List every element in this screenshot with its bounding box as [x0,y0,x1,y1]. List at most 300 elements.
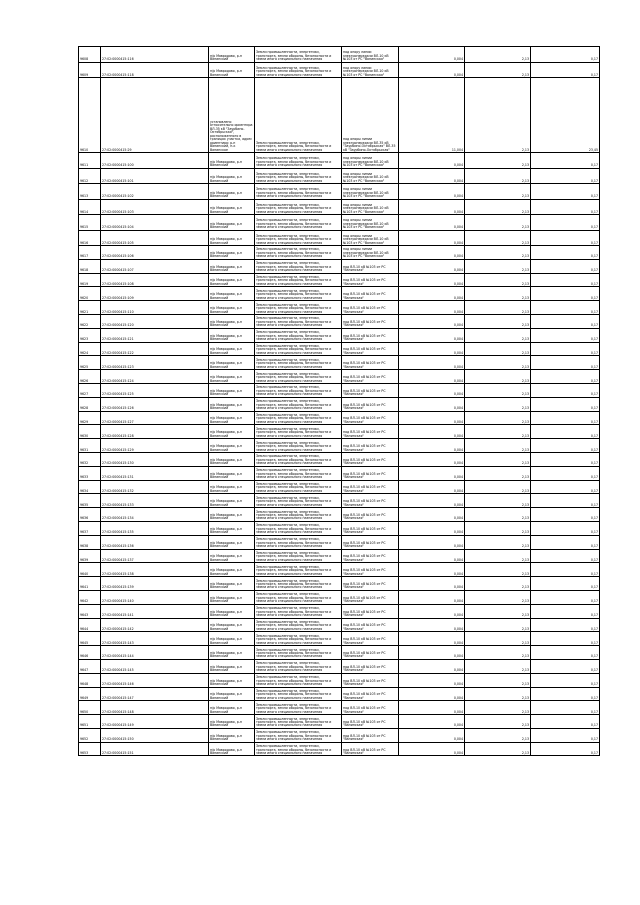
cadastral-number: 27:02:0000415:103 [101,199,209,215]
area-value: 0,004 [399,701,465,715]
row-number: 9616 [79,230,101,246]
table-row [79,659,600,673]
amount-value: 0,17 [531,604,600,618]
land-plot-register-sheet [78,46,599,756]
area-value: 0,004 [399,659,465,673]
rate-value: 2,13 [465,342,531,356]
location: п/р Мавродово, р-н Ванинский [209,632,255,646]
row-number: 9609 [79,62,101,78]
permitted-use: под ВЛ-10 кВ №103 от РС "Ванинская" [342,590,399,604]
amount-value: 0,17 [531,563,600,577]
amount-value: 0,17 [531,439,600,453]
amount-value: 0,17 [531,259,600,273]
cadastral-number: 27:02:0000415:125 [101,383,209,397]
table-row [79,153,600,169]
table-row [79,632,600,646]
permitted-use: под ВЛ-10 кВ №103 от РС "Ванинская" [342,646,399,660]
row-number: 9650 [79,701,101,715]
permitted-use: под ВЛ-10 кВ №103 от РС "Ванинская" [342,563,399,577]
cadastral-number: 27:02:0000415:135 [101,521,209,535]
cadastral-number: 27:02:0000415:106 [101,246,209,260]
land-category: Земли промышленности, энергетики, транспорта, земли обороны, безопасности и земли иного специального назначения [255,632,342,646]
area-value: 0,004 [399,153,465,169]
amount-value: 0,17 [531,577,600,591]
rate-value: 2,13 [465,168,531,184]
permitted-use: под ВЛ-10 кВ №103 от РС "Ванинская" [342,632,399,646]
amount-value: 0,17 [531,397,600,411]
rate-value: 2,13 [465,184,531,200]
permitted-use: под ВЛ-10 кВ №103 от РС "Ванинская" [342,356,399,370]
rate-value: 2,13 [465,549,531,563]
area-value: 0,004 [399,480,465,494]
cadastral-number: 27:02:0000415:150 [101,728,209,742]
amount-value: 0,17 [531,701,600,715]
land-category: Земли промышленности, энергетики, транспорта, земли обороны, безопасности и земли иного специального назначения [255,535,342,549]
location: п/р Мавродово, р-н Ванинский [209,728,255,742]
land-category: Земли промышленности, энергетики, транспорта, земли обороны, безопасности и земли иного специального назначения [255,521,342,535]
row-number: 9643 [79,604,101,618]
location: п/р Мавродово, р-н Ванинский [209,701,255,715]
location: п/р Мавродово, р-н Ванинский [209,199,255,215]
table-row [79,604,600,618]
land-category: Земли промышленности, энергетики, транспорта, земли обороны, безопасности и земли иного специального назначения [255,184,342,200]
table-row [79,425,600,439]
table-row [79,301,600,315]
area-value: 0,004 [399,184,465,200]
row-number: 9623 [79,328,101,342]
location: п/р Мавродово, р-н Ванинский [209,687,255,701]
table-row [79,47,600,63]
rate-value: 2,13 [465,590,531,604]
land-category: Земли промышленности, энергетики, транспорта, земли обороны, безопасности и земли иного специального назначения [255,342,342,356]
table-row [79,230,600,246]
row-number: 9649 [79,687,101,701]
land-category: Земли промышленности, энергетики, транспорта, земли обороны, безопасности и земли иного специального назначения [255,199,342,215]
amount-value: 0,17 [531,411,600,425]
land-category: Земли промышленности, энергетики, транспорта, земли обороны, безопасности и земли иного специального назначения [255,62,342,78]
row-number: 9633 [79,466,101,480]
area-value: 0,004 [399,549,465,563]
amount-value: 0,17 [531,590,600,604]
cadastral-number: 27:02:0000415:143 [101,632,209,646]
table-row [79,715,600,729]
land-category: Земли промышленности, энергетики, транспорта, земли обороны, безопасности и земли иного специального назначения [255,701,342,715]
amount-value: 0,17 [531,452,600,466]
row-number: 9618 [79,259,101,273]
permitted-use: под опоры линии электропередачи ВЛ-10 кВ №103 от РС "Ванинская" [342,153,399,169]
cadastral-number: 27:02:0000415:141 [101,604,209,618]
table-row [79,342,600,356]
area-value: 0,004 [399,687,465,701]
land-category: Земли промышленности, энергетики, транспорта, земли обороны, безопасности и земли иного специального назначения [255,728,342,742]
area-value: 0,004 [399,466,465,480]
row-number: 9634 [79,480,101,494]
land-category: Земли промышленности, энергетики, транспорта, земли обороны, безопасности и земли иного специального назначения [255,78,342,153]
rate-value: 2,13 [465,246,531,260]
location: п/р Мавродово, р-н Ванинский [209,397,255,411]
cadastral-number: 27:02:0000415:136 [101,535,209,549]
amount-value: 0,17 [531,618,600,632]
rate-value: 2,13 [465,701,531,715]
cadastral-number: 27:02:0000415:149 [101,715,209,729]
table-row [79,618,600,632]
area-value: 11,004 [399,78,465,153]
permitted-use: под ВЛ-10 кВ №103 от РС "Ванинская" [342,439,399,453]
area-value: 0,004 [399,425,465,439]
cadastral-number: 27:02:0000415:140 [101,590,209,604]
area-value: 0,004 [399,577,465,591]
table-row [79,370,600,384]
location: п/р Мавродово, р-н Ванинский [209,168,255,184]
amount-value: 0,17 [531,370,600,384]
permitted-use: под ВЛ-10 кВ №103 от РС "Ванинская" [342,383,399,397]
permitted-use: под опоры линии электропередачи ВЛ-35 кВ "Заурбино-Октябрьская" ВЛ-35 кВ "Заурбино-Октябрьская" [342,78,399,153]
land-category: Земли промышленности, энергетики, транспорта, земли обороны, безопасности и земли иного специального назначения [255,563,342,577]
cadastral-number: 27:02:0000415:100 [101,153,209,169]
location: п/р Мавродово, р-н Ванинский [209,742,255,756]
rate-value: 2,13 [465,659,531,673]
permitted-use: под ВЛ-10 кВ №103 от РС "Ванинская" [342,687,399,701]
land-category: Земли промышленности, энергетики, транспорта, земли обороны, безопасности и земли иного специального назначения [255,287,342,301]
permitted-use: под ВЛ-10 кВ №103 от РС "Ванинская" [342,287,399,301]
rate-value: 2,13 [465,715,531,729]
land-category: Земли промышленности, энергетики, транспорта, земли обороны, безопасности и земли иного специального назначения [255,659,342,673]
cadastral-number: 27:02:0000415:126 [101,397,209,411]
location: п/р Мавродово, р-н Ванинский [209,328,255,342]
land-category: Земли промышленности, энергетики, транспорта, земли обороны, безопасности и земли иного специального назначения [255,273,342,287]
amount-value: 0,17 [531,508,600,522]
amount-value: 0,17 [531,47,600,63]
amount-value: 0,17 [531,273,600,287]
permitted-use: под ВЛ-10 кВ №103 от РС "Ванинская" [342,521,399,535]
cadastral-number: 27:02:0000415:122 [101,342,209,356]
land-category: Земли промышленности, энергетики, транспорта, земли обороны, безопасности и земли иного специального назначения [255,397,342,411]
land-category: Земли промышленности, энергетики, транспорта, земли обороны, безопасности и земли иного специального назначения [255,466,342,480]
table-row [79,480,600,494]
land-category: Земли промышленности, энергетики, транспорта, земли обороны, безопасности и земли иного специального назначения [255,246,342,260]
rate-value: 2,13 [465,687,531,701]
permitted-use: под опоры линии электропередачи ВЛ-10 кВ №103 от РС "Ванинская" [342,168,399,184]
permitted-use: под ВЛ-10 кВ №103 от РС "Ванинская" [342,535,399,549]
cadastral-number: 27:02:0000415:108 [101,273,209,287]
location: п/р Мавродово, р-н Ванинский [209,577,255,591]
amount-value: 0,17 [531,184,600,200]
area-value: 0,004 [399,314,465,328]
land-category: Земли промышленности, энергетики, транспорта, земли обороны, безопасности и земли иного специального назначения [255,646,342,660]
table-row [79,356,600,370]
cadastral-number: 27:02:0000415:107 [101,259,209,273]
land-category: Земли промышленности, энергетики, транспорта, земли обороны, безопасности и земли иного специального назначения [255,673,342,687]
rate-value: 2,13 [465,230,531,246]
table-row [79,439,600,453]
amount-value: 0,17 [531,153,600,169]
area-value: 0,004 [399,508,465,522]
location: п/р Мавродово, р-н Ванинский [209,521,255,535]
land-category: Земли промышленности, энергетики, транспорта, земли обороны, безопасности и земли иного специального назначения [255,687,342,701]
rate-value: 2,13 [465,728,531,742]
area-value: 0,004 [399,411,465,425]
rate-value: 2,13 [465,259,531,273]
row-number: 9647 [79,659,101,673]
rate-value: 2,13 [465,563,531,577]
table-row [79,673,600,687]
location: п/р Мавродово, р-н Ванинский [209,604,255,618]
row-number: 9626 [79,370,101,384]
amount-value: 0,17 [531,199,600,215]
land-category: Земли промышленности, энергетики, транспорта, земли обороны, безопасности и земли иного специального назначения [255,508,342,522]
area-value: 0,004 [399,383,465,397]
area-value: 0,004 [399,246,465,260]
rate-value: 2,13 [465,439,531,453]
location: п/р Мавродово, р-н Ванинский [209,62,255,78]
row-number: 9652 [79,728,101,742]
amount-value: 0,17 [531,535,600,549]
land-category: Земли промышленности, энергетики, транспорта, земли обороны, безопасности и земли иного специального назначения [255,215,342,231]
rate-value: 2,13 [465,604,531,618]
permitted-use: под ВЛ-10 кВ №103 от РС "Ванинская" [342,742,399,756]
location: п/р Мавродово, р-н Ванинский [209,494,255,508]
cadastral-number: 27:02:0000415:109 [101,287,209,301]
table-row [79,184,600,200]
area-value: 0,004 [399,62,465,78]
table-row [79,577,600,591]
area-value: 0,004 [399,273,465,287]
location: п/р Мавродово, р-н Ванинский [209,439,255,453]
location: п/р Мавродово, р-н Ванинский [209,673,255,687]
row-number: 9611 [79,153,101,169]
land-category: Земли промышленности, энергетики, транспорта, земли обороны, безопасности и земли иного специального назначения [255,452,342,466]
area-value: 0,004 [399,47,465,63]
permitted-use: под опору линии электропередачи ВЛ-10 кВ №103 от РС "Ванинская" [342,47,399,63]
row-number: 9644 [79,618,101,632]
table-row [79,549,600,563]
row-number: 9639 [79,549,101,563]
area-value: 0,004 [399,521,465,535]
rate-value: 2,13 [465,287,531,301]
location: п/р Мавродово, р-н Ванинский [209,314,255,328]
area-value: 0,004 [399,604,465,618]
table-row [79,78,600,153]
land-category: Земли промышленности, энергетики, транспорта, земли обороны, безопасности и земли иного специального назначения [255,742,342,756]
rate-value: 2,13 [465,494,531,508]
location: установлено относительно ориентира ВЛ-35 кВ "Заурбино-Октябрьская", расположенного в границах участка, адрес ориентира: р-н Ванинский, п-к Ванинское [209,78,255,153]
table-row [79,397,600,411]
amount-value: 0,17 [531,356,600,370]
permitted-use: под ВЛ-10 кВ №103 от РС "Ванинская" [342,301,399,315]
permitted-use: под ВЛ-10 кВ №103 от РС "Ванинская" [342,328,399,342]
cadastral-number: 27:02:0000415:121 [101,328,209,342]
location: п/р Мавродово, р-н Ванинский [209,259,255,273]
area-value: 0,004 [399,618,465,632]
rate-value: 2,13 [465,370,531,384]
permitted-use: под ВЛ-10 кВ №103 от РС "Ванинская" [342,466,399,480]
cadastral-number: 27:02:0000415:131 [101,466,209,480]
permitted-use: под опору линии электропередачи ВЛ-10 кВ №103 от РС "Ванинская" [342,62,399,78]
amount-value: 0,17 [531,62,600,78]
cadastral-number: 27:02:0000415:29 [101,78,209,153]
area-value: 0,004 [399,563,465,577]
location: п/р Мавродово, р-н Ванинский [209,715,255,729]
location: п/р Мавродово, р-н Ванинский [209,47,255,63]
cadastral-number: 27:02:0000415:129 [101,439,209,453]
area-value: 0,004 [399,230,465,246]
amount-value: 0,17 [531,494,600,508]
amount-value: 0,17 [531,521,600,535]
cadastral-number: 27:02:0000415:101 [101,168,209,184]
row-number: 9637 [79,521,101,535]
permitted-use: под ВЛ-10 кВ №103 от РС "Ванинская" [342,425,399,439]
rate-value: 2,13 [465,577,531,591]
cadastral-number: 27:02:0000415:128 [101,425,209,439]
amount-value: 0,17 [531,632,600,646]
amount-value: 0,17 [531,742,600,756]
table-row [79,742,600,756]
land-category: Земли промышленности, энергетики, транспорта, земли обороны, безопасности и земли иного специального назначения [255,328,342,342]
table-row [79,508,600,522]
amount-value: 0,17 [531,480,600,494]
table-body [79,47,600,756]
cadastral-number: 27:02:0000415:104 [101,215,209,231]
area-value: 0,004 [399,356,465,370]
permitted-use: под ВЛ-10 кВ №103 от РС "Ванинская" [342,604,399,618]
land-category: Земли промышленности, энергетики, транспорта, земли обороны, безопасности и земли иного специального назначения [255,356,342,370]
rate-value: 2,13 [465,742,531,756]
area-value: 0,004 [399,494,465,508]
cadastral-number: 27:02:0000415:123 [101,356,209,370]
permitted-use: под ВЛ-10 кВ №103 от РС "Ванинская" [342,728,399,742]
rate-value: 2,13 [465,452,531,466]
row-number: 9630 [79,425,101,439]
cadastral-number: 27:02:0000415:120 [101,314,209,328]
area-value: 0,004 [399,439,465,453]
row-number: 9625 [79,356,101,370]
amount-value: 0,17 [531,715,600,729]
cadastral-number: 27:02:0000415:133 [101,494,209,508]
table-row [79,494,600,508]
cadastral-number: 27:02:0000415:138 [101,563,209,577]
location: п/р Мавродово, р-н Ванинский [209,246,255,260]
cadastral-number: 27:02:0000415:139 [101,577,209,591]
amount-value: 0,17 [531,287,600,301]
area-value: 0,004 [399,590,465,604]
location: п/р Мавродово, р-н Ванинский [209,356,255,370]
location: п/р Мавродово, р-н Ванинский [209,659,255,673]
row-number: 9651 [79,715,101,729]
location: п/р Мавродово, р-н Ванинский [209,563,255,577]
location: п/р Мавродово, р-н Ванинский [209,370,255,384]
location: п/р Мавродово, р-н Ванинский [209,301,255,315]
cadastral-number: 27:02:0000415:144 [101,646,209,660]
land-category: Земли промышленности, энергетики, транспорта, земли обороны, безопасности и земли иного специального назначения [255,168,342,184]
land-category: Земли промышленности, энергетики, транспорта, земли обороны, безопасности и земли иного специального назначения [255,301,342,315]
location: п/р Мавродово, р-н Ванинский [209,153,255,169]
table-row [79,383,600,397]
cadastral-number: 27:02:0000415:134 [101,508,209,522]
location: п/р Мавродово, р-н Ванинский [209,618,255,632]
table-row [79,563,600,577]
permitted-use: под опоры линии электропередачи ВЛ-10 кВ №103 от РС "Ванинская" [342,184,399,200]
cadastral-number: 27:02:0000415:124 [101,370,209,384]
row-number: 9646 [79,646,101,660]
row-number: 9617 [79,246,101,260]
row-number: 9636 [79,508,101,522]
area-value: 0,004 [399,632,465,646]
permitted-use: под ВЛ-10 кВ №103 от РС "Ванинская" [342,577,399,591]
row-number: 9635 [79,494,101,508]
cadastral-number: 27:02:0000415:127 [101,411,209,425]
location: п/р Мавродово, р-н Ванинский [209,215,255,231]
permitted-use: под ВЛ-10 кВ №103 от РС "Ванинская" [342,452,399,466]
rate-value: 2,13 [465,411,531,425]
location: п/р Мавродово, р-н Ванинский [209,452,255,466]
rate-value: 2,13 [465,153,531,169]
table-row [79,287,600,301]
amount-value: 0,17 [531,687,600,701]
permitted-use: под ВЛ-10 кВ №103 от РС "Ванинская" [342,618,399,632]
table-row [79,646,600,660]
rate-value: 2,13 [465,535,531,549]
location: п/р Мавродово, р-н Ванинский [209,287,255,301]
area-value: 0,004 [399,742,465,756]
amount-value: 0,17 [531,383,600,397]
amount-value: 0,17 [531,342,600,356]
table-row [79,411,600,425]
cadastral-number: 27:02:0000415:151 [101,742,209,756]
location: п/р Мавродово, р-н Ванинский [209,383,255,397]
area-value: 0,004 [399,199,465,215]
amount-value: 23,45 [531,78,600,153]
cadastral-number: 27:02:0000415:142 [101,618,209,632]
land-category: Земли промышленности, энергетики, транспорта, земли обороны, безопасности и земли иного специального назначения [255,425,342,439]
row-number: 9612 [79,168,101,184]
row-number: 9648 [79,673,101,687]
permitted-use: под опоры линии электропередачи ВЛ-10 кВ №103 от РС "Ванинская" [342,246,399,260]
amount-value: 0,17 [531,246,600,260]
area-value: 0,004 [399,287,465,301]
land-category: Земли промышленности, энергетики, транспорта, земли обороны, безопасности и земли иного специального назначения [255,618,342,632]
location: п/р Мавродово, р-н Ванинский [209,342,255,356]
amount-value: 0,17 [531,659,600,673]
cadastral-number: 27:02:0000415:132 [101,480,209,494]
cadastral-number: 27:02:0000415:137 [101,549,209,563]
permitted-use: под ВЛ-10 кВ №103 от РС "Ванинская" [342,701,399,715]
land-category: Земли промышленности, энергетики, транспорта, земли обороны, безопасности и земли иного специального назначения [255,549,342,563]
area-value: 0,004 [399,168,465,184]
table-row [79,199,600,215]
table-row [79,314,600,328]
table-row [79,259,600,273]
land-category: Земли промышленности, энергетики, транспорта, земли обороны, безопасности и земли иного специального назначения [255,259,342,273]
rate-value: 2,13 [465,480,531,494]
location: п/р Мавродово, р-н Ванинский [209,646,255,660]
row-number: 9621 [79,301,101,315]
row-number: 9638 [79,535,101,549]
land-category: Земли промышленности, энергетики, транспорта, земли обороны, безопасности и земли иного специального назначения [255,604,342,618]
cadastral-number: 27:02:0000415:102 [101,184,209,200]
amount-value: 0,17 [531,466,600,480]
land-category: Земли промышленности, энергетики, транспорта, земли обороны, безопасности и земли иного специального назначения [255,577,342,591]
table-row [79,328,600,342]
rate-value: 2,13 [465,632,531,646]
row-number: 9624 [79,342,101,356]
area-value: 0,004 [399,715,465,729]
location: п/р Мавродово, р-н Ванинский [209,535,255,549]
permitted-use: под ВЛ-10 кВ №103 от РС "Ванинская" [342,715,399,729]
permitted-use: под ВЛ-10 кВ №103 от РС "Ванинская" [342,659,399,673]
row-number: 9610 [79,78,101,153]
land-category: Земли промышленности, энергетики, транспорта, земли обороны, безопасности и земли иного специального назначения [255,590,342,604]
cadastral-number: 27:02:0000415:147 [101,687,209,701]
